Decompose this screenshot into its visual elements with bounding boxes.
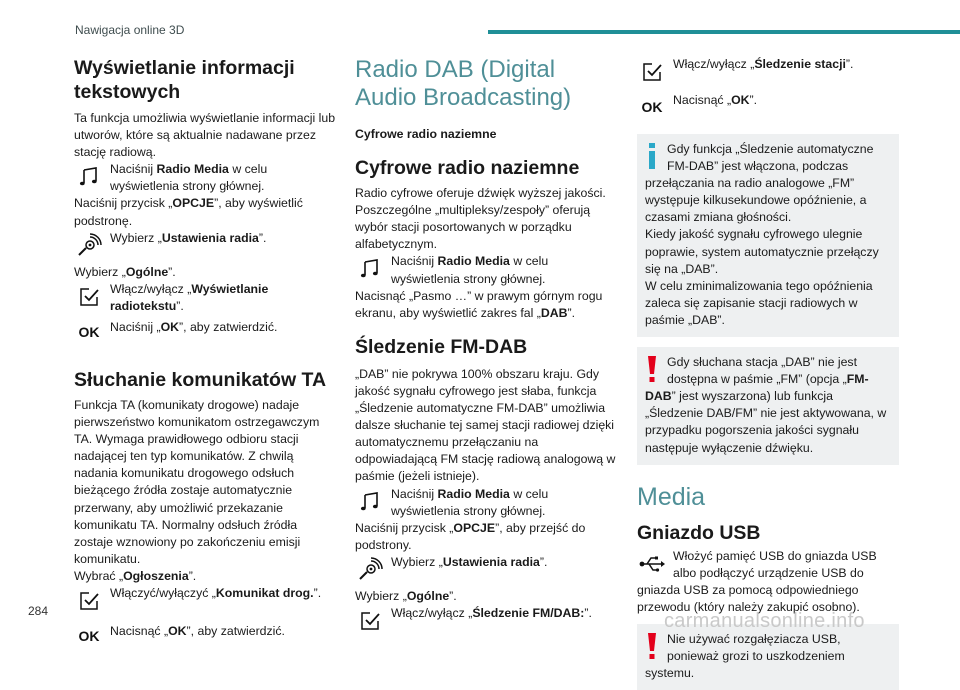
text: Nacisnąć „Pasmo …” w prawym górnym rogu ekranu, aby wyświetlić zakres fal „ (355, 288, 603, 320)
checkbox-icon (74, 282, 104, 312)
text: Nacisnąć „ (110, 623, 169, 638)
text: Włącz/wyłącz „ (110, 281, 192, 296)
subtitle-digital-radio (355, 126, 617, 143)
text-bold: Radio Media (156, 162, 229, 177)
header-title: Nawigacja online 3D (75, 23, 185, 37)
text-bold: FM-DAB (645, 372, 869, 404)
usb-icon (637, 549, 667, 579)
radio-settings-icon (355, 555, 385, 585)
column-3 (637, 56, 899, 690)
paragraph-ta: Funkcja TA (komunikaty drogowe) nadaje pierwszeństwo komunikatom ostrzegawczym TA. Wymaga prawidłowego odbioru stacji nadającej ten typ komunikatów. Z chwilą nadania komunikatu drogowego odsłuch bieżącego źródła zostaje automatycznie przerwany, aby umożliwić przekazanie komunikatu TA. Normalny odsłuch źródła zostaje wznowiony po zakończeniu emisji komunikatu. (74, 397, 320, 566)
text-bold: Ustawienia radia (442, 554, 540, 569)
text: Wybierz „ (110, 230, 162, 245)
step-station-tracking (637, 56, 899, 90)
text-bold: Ogólne (406, 588, 450, 603)
text: Wybrać „ (74, 568, 124, 583)
warning-box-usb (637, 624, 899, 690)
paragraph-options-2 (355, 520, 617, 554)
text: ”, aby wyświetlić podstronę. (74, 196, 303, 228)
step-ok (637, 92, 899, 126)
text: Nacisnąć „ (673, 93, 732, 107)
step-radio-media (74, 161, 336, 195)
text-bold: Śledzenie FM/DAB: (472, 605, 585, 620)
usb-text: Włożyć pamięć USB do gniazda USB albo podłączyć urządzenie USB do gniazda USB za pomocą odpowiedniego przewodu (który należy zakupić osobno). (637, 548, 877, 614)
checkbox-icon (74, 586, 104, 616)
heading-dab-radio: Radio DAB (Digital Audio Broadcasting) (355, 56, 572, 111)
text: ”. (845, 57, 854, 71)
text: Naciśnij (391, 486, 438, 501)
text: Naciśnij (391, 254, 438, 269)
text: Wybierz „ (355, 588, 407, 603)
info-icon (645, 142, 659, 170)
text: ”, aby przejść do podstrony. (355, 520, 586, 552)
step-fm-dab-toggle (355, 605, 617, 639)
text: Naciśnij „ (110, 319, 161, 334)
heading-display-info: Wyświetlanie informacji tekstowych (74, 57, 295, 103)
info-box (637, 134, 899, 337)
text: w celu wyświetlenia strony głównej. (110, 162, 268, 194)
text: Włącz/wyłącz „ (391, 605, 473, 620)
text-bold: Radio Media (437, 486, 510, 501)
ok-button-icon: OK (78, 628, 100, 645)
text: ”. (188, 568, 197, 583)
warning-box (637, 347, 899, 465)
paragraph-band (355, 288, 617, 322)
step-radio-media (355, 253, 617, 287)
text: Naciśnij (110, 162, 157, 177)
heading-usb: Gniazdo USB (637, 521, 761, 544)
checkbox-icon (637, 57, 667, 87)
text-bold: OK (160, 319, 180, 334)
text: ”. (313, 585, 322, 600)
text: ”. (749, 93, 758, 107)
step-radio-settings-2 (355, 554, 617, 588)
paragraph-options (74, 195, 336, 229)
text: ”, aby zatwierdzić. (179, 319, 278, 334)
text-bold: OPCJE (453, 520, 496, 535)
step-usb (637, 548, 899, 616)
text: Naciśnij przycisk „ (355, 520, 454, 535)
text-bold: Cyfrowe radio naziemne (355, 127, 497, 141)
text: Gdy słuchana stacja „DAB” nie jest dostępna w paśmie „FM” (opcja „ (667, 355, 858, 387)
text: ” jest wyszarzona) lub funkcja „Śledzenie DAB/FM” nie jest aktywowana, w przypadku pogorszenia jakości sygnału następuje wyłączenie dźwięku. (645, 389, 887, 455)
text: ”. (584, 605, 592, 620)
text: ”, aby zatwierdzić. (186, 623, 285, 638)
text: Wybierz „ (391, 554, 443, 569)
heading-media: Media (637, 482, 706, 511)
text: Włączyć/wyłączyć „ (110, 585, 216, 600)
text-bold: Śledzenie stacji (754, 57, 846, 71)
text: ”. (449, 588, 457, 603)
header-accent-bar (488, 30, 960, 34)
step-ok-confirm-2 (74, 621, 336, 655)
text: w celu wyświetlenia strony głównej. (391, 254, 549, 286)
ok-button-icon: OK (78, 324, 100, 341)
text-bold: Ustawienia radia (161, 230, 259, 245)
text-bold: Ogłoszenia (123, 568, 189, 583)
text-bold: DAB (540, 305, 568, 320)
heading-fm-dab: Śledzenie FM-DAB (355, 335, 528, 358)
page-number: 284 (28, 604, 49, 618)
text: ”. (567, 305, 576, 320)
step-traffic-toggle (74, 585, 336, 619)
text: Naciśnij przycisk „ (74, 196, 173, 211)
radio-settings-icon (74, 231, 104, 261)
paragraph-digital-radio: Radio cyfrowe oferuje dźwięk wyższej jakości. Poszczególne „multipleksy/zespoły” oferują wybór stacji posortowanych w porządku alfabetycznym. (355, 186, 606, 252)
paragraph-fm-dab: „DAB” nie pokrywa 100% obszaru kraju. Gdy jakość sygnału cyfrowego jest słaba, funkcja „Śledzenie automatyczne FM-DAB” umożliwia dalsze słuchanie tej samej stacji radiowej dzięki automatycznemu przełączaniu na odpowiadającą FM stację radiową analogową w paśmie (jeżeli istnieje). (355, 366, 616, 484)
checkbox-icon (355, 606, 385, 636)
paragraph-display-info: Ta funkcja umożliwia wyświetlanie informacji lub utworów, które są aktualnie nadawane przez stację radiową. (74, 111, 336, 160)
text-bold: Wyświetlanie radiotekstu (110, 281, 269, 313)
heading-digital-radio: Cyfrowe radio naziemne (355, 157, 580, 180)
warning-icon (645, 632, 659, 660)
heading-ta: Słuchanie komunikatów TA (74, 368, 327, 391)
step-radio-media-2 (355, 486, 617, 520)
text: ”. (539, 554, 548, 569)
step-radiotext-toggle (74, 281, 336, 315)
paragraph-general-2 (355, 588, 617, 605)
music-note-icon (355, 254, 385, 284)
text-bold: OK (168, 623, 187, 638)
text: ”. (168, 264, 176, 279)
step-radio-settings (74, 230, 336, 264)
info-text: Gdy funkcja „Śledzenie automatyczne FM-DAB” jest włączona, podczas przełączania na radio analogowe „FM” występuje kilkusekundowe opóźnienie, a czasami zmiana głośności. Kiedy jakość sygnału cyfrowego ulegnie poprawie, system automatycznie przełączy się na „DAB”. W celu zminimalizowania tego opóźnienia zaleca się zapisanie stacji radiowych w paśmie „DAB”. (645, 142, 879, 327)
text-bold: Radio Media (437, 254, 510, 269)
music-note-icon (74, 162, 104, 192)
warning-icon (645, 355, 659, 383)
text: w celu wyświetlenia strony głównej. (391, 486, 549, 518)
warning-usb-text: Nie używać rozgałęziacza USB, ponieważ grozi to uszkodzeniem systemu. (645, 631, 845, 681)
paragraph-announcements (74, 568, 336, 585)
text: Włącz/wyłącz „ (673, 57, 755, 71)
text-bold: OK (731, 93, 750, 107)
text-bold: Komunikat drog. (215, 585, 314, 600)
column-1 (74, 56, 336, 655)
text: Wybierz „ (74, 264, 126, 279)
text: ”. (258, 230, 267, 245)
music-note-icon (355, 487, 385, 517)
watermark: carmanualsonline.info (664, 610, 865, 632)
text: ”. (176, 298, 184, 313)
step-ok-confirm (74, 317, 336, 351)
column-2 (355, 56, 617, 639)
ok-button-icon: OK (641, 99, 663, 116)
paragraph-general (74, 264, 336, 281)
text-bold: OPCJE (172, 196, 215, 211)
text-bold: Ogólne (125, 264, 169, 279)
